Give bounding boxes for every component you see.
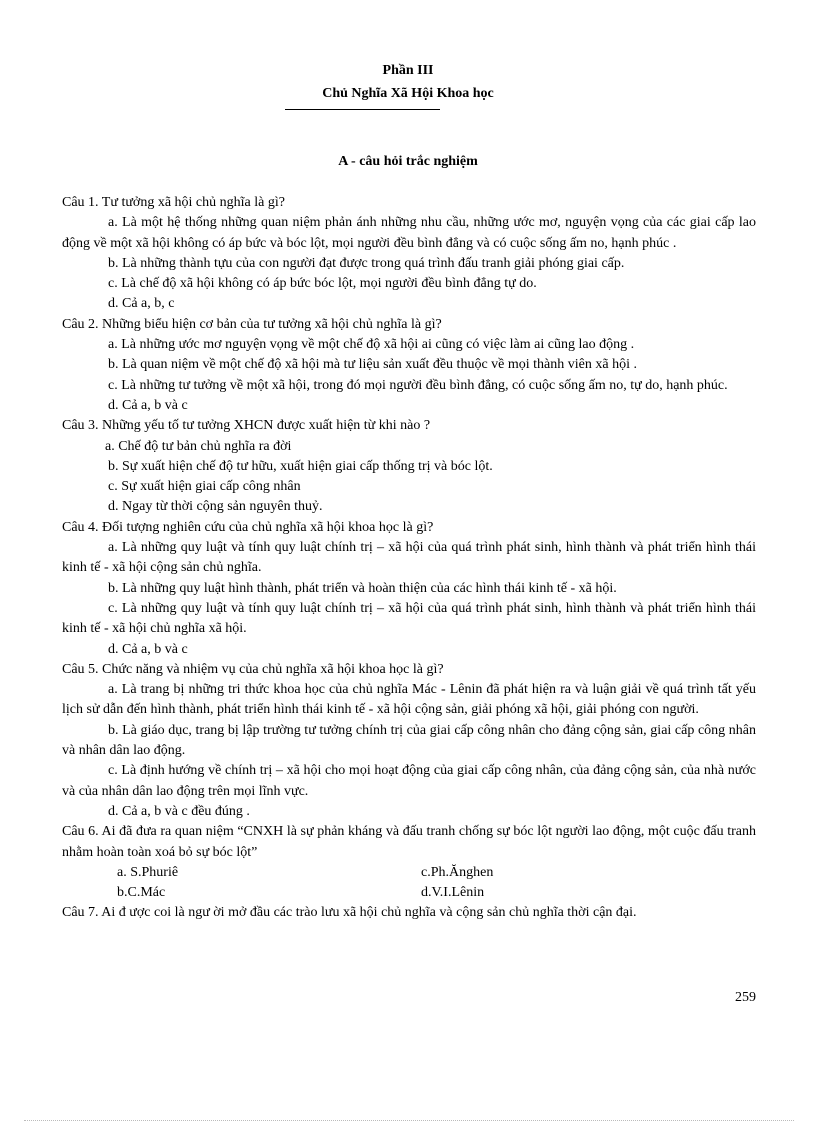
question-1-option-b: b. Là những thành tựu của con người đạt được trong quá trình đấu tranh giải phóng giai cấp. — [108, 255, 625, 271]
question-6: Câu 6. Ai đã đưa ra quan niệm “CNXH là sự phản kháng và đấu tranh chống sự bóc lột người lao động, một cuộc đấu tranh nhằm hoàn toàn xoá bỏ sự bóc lột” — [62, 824, 756, 860]
question-5: Câu 5. Chức năng và nhiệm vụ của chủ nghĩa xã hội khoa học là gì? — [62, 661, 444, 677]
question-3: Câu 3. Những yếu tố tư tưởng XHCN được xuất hiện từ khi nào ? — [62, 418, 431, 434]
page-bottom-divider — [24, 1120, 794, 1121]
question-6-option-a: a. S.Phuriê — [117, 864, 179, 880]
question-3-option-a: a. Chế độ tư bản chủ nghĩa ra đời — [105, 438, 292, 454]
question-4-option-a: a. Là những quy luật và tính quy luật chính trị – xã hội của quá trình phát sinh, hình thành và phát triển hình thái kinh tế - xã hội cộng sản chủ nghĩa. — [62, 540, 756, 576]
question-1-option-d: d. Cả a, b, c — [108, 296, 175, 312]
question-6-option-c: c.Ph.Ănghen — [421, 864, 494, 880]
question-5-option-d: d. Cả a, b và c đều đúng . — [108, 803, 250, 819]
question-1: Câu 1. Tư tưởng xã hội chủ nghĩa là gì? — [62, 195, 285, 210]
question-5-option-a: a. Là trang bị những tri thức khoa học của chủ nghĩa Mác - Lênin đã phát hiện ra và luận giải về quá trình tất yếu lịch sử dẫn đến hình thành, phát triển hình thái kinh tế - xã hội cộng sản, giải phóng xã hội, giải phóng con người. — [62, 682, 756, 718]
question-1-option-a: a. Là một hệ thống những quan niệm phản ánh những nhu cầu, những ước mơ, nguyện vọng của các giai cấp lao động về một xã hội không có áp bức và bóc lột, mọi người đều bình đẳng và có cuộc sống ấm no, hạnh phúc . — [62, 215, 756, 251]
question-list — [62, 193, 756, 924]
question-2: Câu 2. Những biểu hiện cơ bản của tư tưởng xã hội chủ nghĩa là gì? — [62, 316, 442, 332]
part-heading: Phần III — [382, 63, 434, 78]
title-underline — [285, 109, 440, 110]
question-3-option-d: d. Ngay từ thời cộng sản nguyên thuỷ. — [108, 499, 323, 515]
section-title: A - câu hỏi trắc nghiệm — [338, 154, 478, 169]
question-1-option-c: c. Là chế độ xã hội không có áp bức bóc lột, mọi người đều bình đẳng tự do. — [108, 276, 537, 292]
page-number: 259 — [735, 990, 756, 1005]
question-6-option-b: b.C.Mác — [117, 885, 166, 901]
question-6-options-row-1 — [62, 863, 756, 883]
question-2-option-d: d. Cả a, b và c — [108, 397, 188, 413]
question-7: Câu 7. Ai đ ược coi là ngư ời mở đầu các trào lưu xã hội chủ nghĩa và cộng sản chủ nghĩa thời cận đại. — [62, 905, 637, 921]
question-6-options-row-2 — [62, 883, 756, 903]
question-5-option-b: b. Là giáo dục, trang bị lập trường tư tưởng chính trị của giai cấp công nhân cho đảng cộng sản, giai cấp công nhân và nhân dân lao động. — [62, 722, 756, 759]
question-5-option-c: c. Là định hướng về chính trị – xã hội cho mọi hoạt động của giai cấp công nhân, của đảng cộng sản, của nhà nước và của nhân dân lao động trên mọi lĩnh vực. — [62, 763, 756, 799]
question-2-option-a: a. Là những ước mơ nguyện vọng về một chế độ xã hội ai cũng có việc làm ai cũng lao động . — [108, 337, 635, 353]
question-4-option-d: d. Cả a, b và c — [108, 641, 188, 657]
question-2-option-b: b. Là quan niệm về một chế độ xã hội mà tư liệu sản xuất đều thuộc về mọi thành viên xã hội . — [108, 357, 637, 373]
question-4-option-b: b. Là những quy luật hình thành, phát triển và hoàn thiện của các hình thái kinh tế - xã hội. — [108, 580, 617, 596]
question-4-option-c: c. Là những quy luật và tính quy luật chính trị – xã hội của quá trình phát sinh, hình thành và phát triển hình thái kinh tế - xã hội chủ nghĩa xã hội. — [62, 600, 756, 637]
chapter-title: Chủ Nghĩa Xã Hội Khoa học — [322, 86, 494, 101]
question-2-option-c: c. Là những tư tưởng về một xã hội, trong đó mọi người đều bình đẳng, có cuộc sống ấm no, tự do, hạnh phúc. — [108, 377, 728, 393]
question-3-option-b: b. Sự xuất hiện chế độ tư hữu, xuất hiện giai cấp thống trị và bóc lột. — [108, 458, 493, 474]
question-4: Câu 4. Đối tượng nghiên cứu của chủ nghĩa xã hội khoa học là gì? — [62, 519, 434, 535]
question-6-option-d: d.V.I.Lênin — [421, 885, 485, 901]
question-3-option-c: c. Sự xuất hiện giai cấp công nhân — [108, 479, 301, 495]
